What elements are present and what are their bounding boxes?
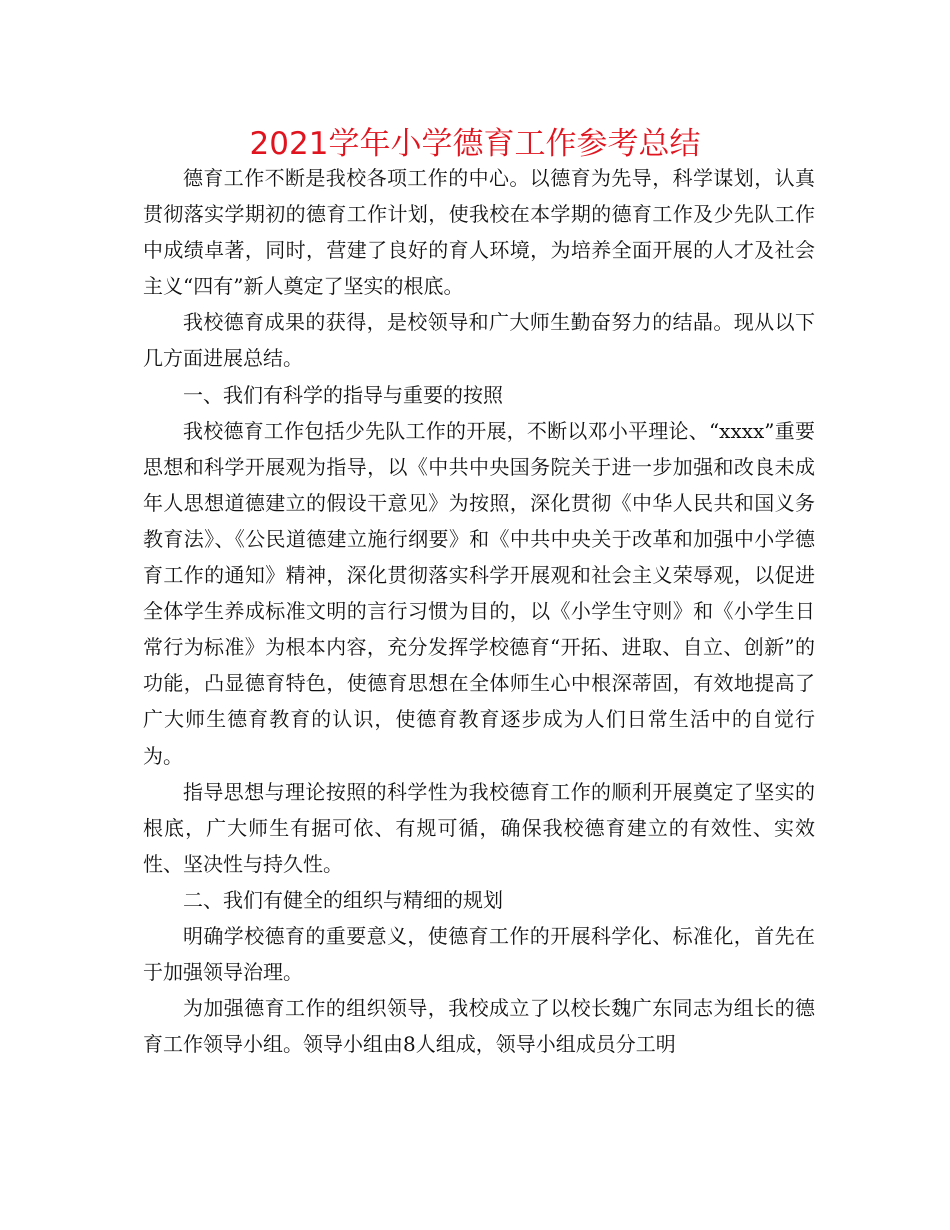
document-title: 2021学年小学德育工作参考总结: [249, 126, 701, 162]
paragraph: 我校德育成果的获得，是校领导和广大师生勤奋努力的结晶。现从以下几方面进展总结。: [143, 310, 815, 371]
paragraph: 为加强德育工作的组织领导，我校成立了以校长魏广东同志为组长的德育工作领导小组。领导小组由8人组成，领导小组成员分工明: [143, 996, 815, 1057]
paragraph: 指导思想与理论按照的科学性为我校德育工作的顺利开展奠定了坚实的根底，广大师生有据可依、有规可循，确保我校德育建立的有效性、实效性、坚决性与持久性。: [143, 779, 815, 876]
section-heading: 一、我们有科学的指导与重要的按照: [183, 382, 503, 407]
paragraph: 我校德育工作包括少先队工作的开展，不断以邓小平理论、“xxxx”重要思想和科学开展观为指导，以《中共中央国务院关于进一步加强和改良未成年人思想道德建立的假设干意见》为按照，深化贯彻《中华人民共和国义务教育法》、《公民道德建立施行纲要》和《中共中央关于改革和加强中小学德育工作的通知》精神，深化贯彻落实科学开展观和社会主义荣辱观，以促进全体学生养成标准文明的言行习惯为目的，以《小学生守则》和《小学生日常行为标准》为根本内容，充分发挥学校德育“开拓、进取、自立、创新”的功能，凸显德育特色，使德育思想在全体师生心中根深蒂固，有效地提高了广大师生德育教育的认识，使德育教育逐步成为人们日常生活中的自觉行为。: [143, 418, 815, 768]
document-body: [143, 160, 815, 1062]
section-heading: 二、我们有健全的组织与精细的规划: [183, 887, 503, 912]
paragraph: 明确学校德育的重要意义，使德育工作的开展科学化、标准化，首先在于加强领导治理。: [143, 923, 815, 985]
paragraph: 德育工作不断是我校各项工作的中心。以德育为先导，科学谋划，认真贯彻落实学期初的德育工作计划，使我校在本学期的德育工作及少先队工作中成绩卓著，同时，营建了良好的育人环境，为培养全面开展的人才及社会主义“四有”新人奠定了坚实的根底。: [143, 166, 815, 299]
